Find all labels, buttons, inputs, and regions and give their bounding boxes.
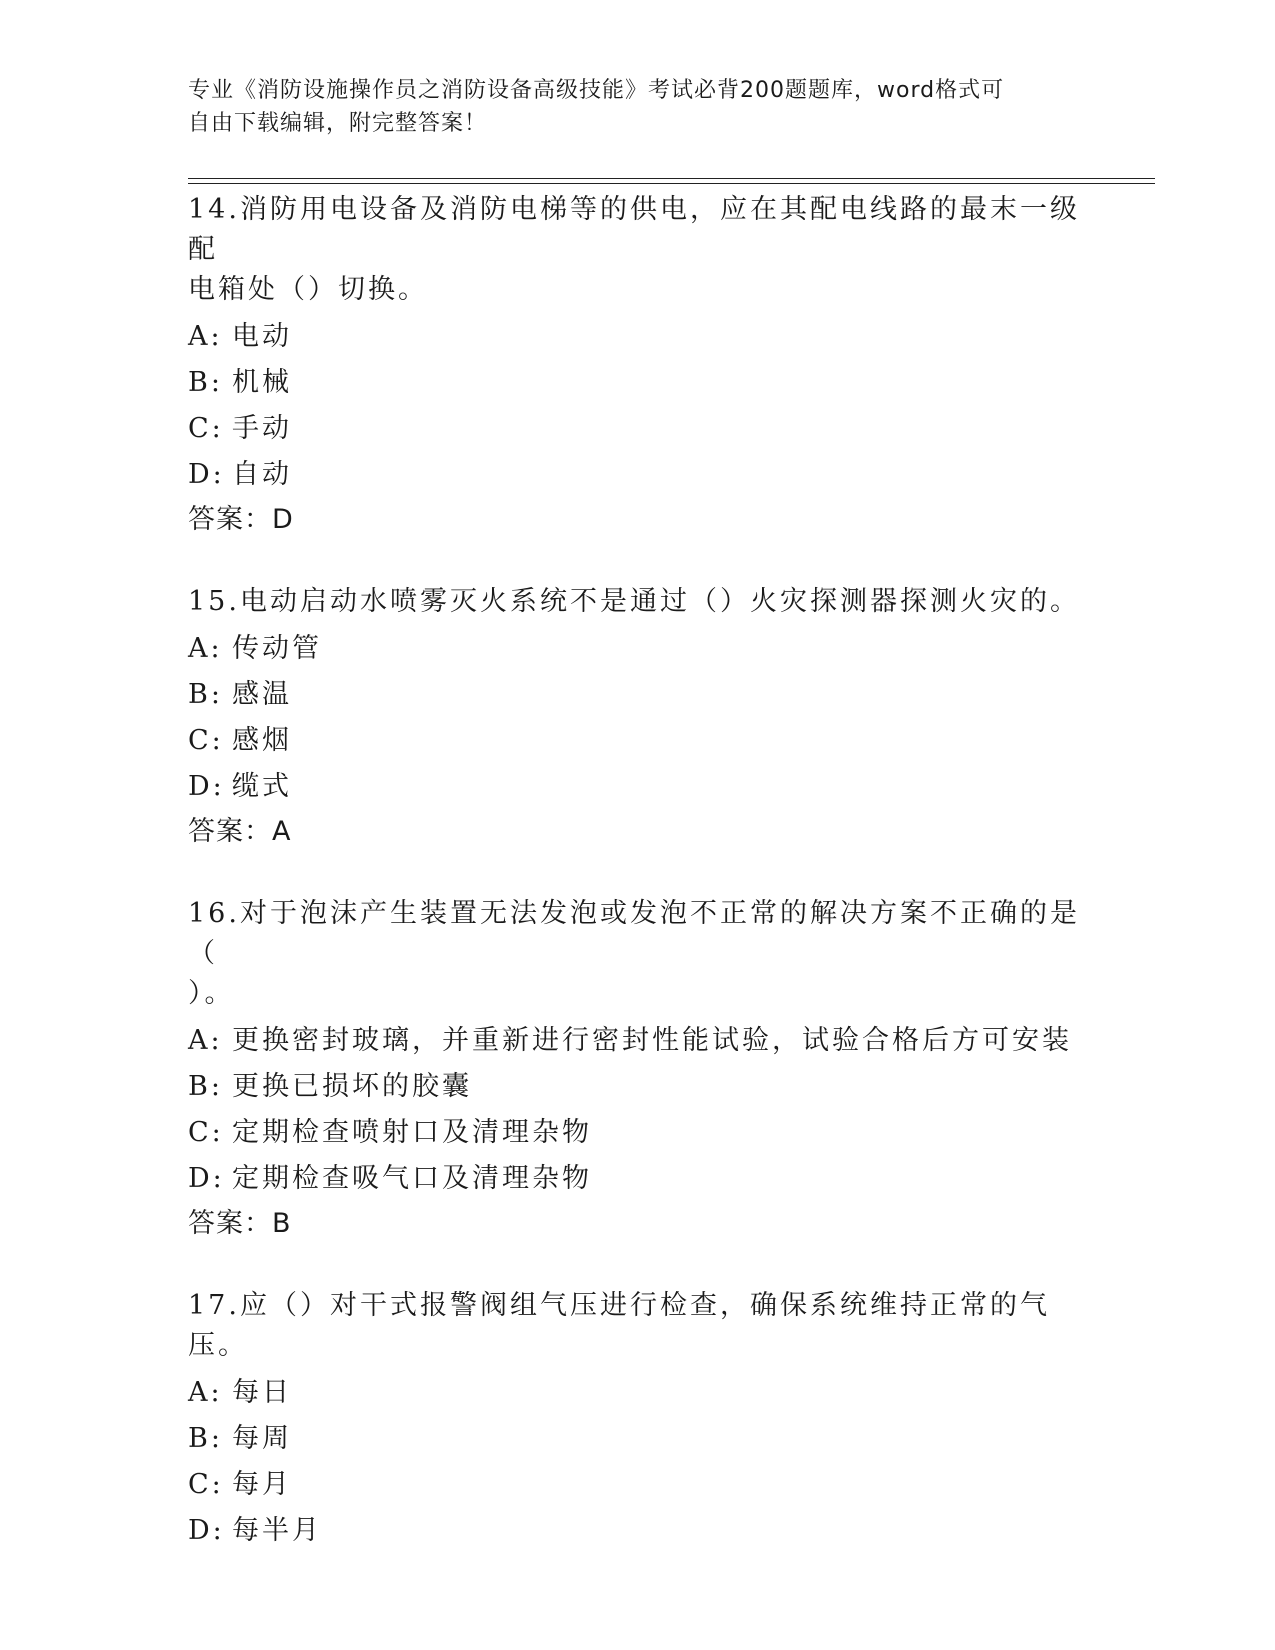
option-b [188,360,1088,406]
option-text: 每日 [232,1377,292,1408]
header-line-2: 自由下载编辑，附完整答案！ [188,111,488,136]
question-16 [188,894,1088,1246]
answer: 答案：A [188,816,292,847]
question-list [188,190,1088,1594]
question-stem-continued: 电箱处（）切换。 [188,274,428,305]
option-text: 每周 [232,1423,292,1454]
question-14 [188,190,1088,542]
option-key: A: [188,633,223,664]
option-key: A: [188,1025,223,1056]
option-text: 更换密封玻璃，并重新进行密封性能试验，试验合格后方可安装 [232,1025,1072,1056]
option-key: D: [188,1515,225,1546]
option-c [188,1110,1088,1156]
option-key: B: [188,1071,223,1102]
option-key: C: [188,1469,224,1500]
option-d [188,1156,1088,1202]
option-text: 定期检查喷射口及清理杂物 [232,1117,592,1148]
option-text: 每月 [232,1469,292,1500]
option-a [188,314,1088,360]
answer: 答案：D [188,504,294,535]
option-key: B: [188,679,223,710]
option-key: D: [188,771,225,802]
option-b [188,1064,1088,1110]
option-key: C: [188,725,224,756]
option-text: 机械 [232,367,292,398]
option-text: 传动管 [232,633,322,664]
option-c [188,1462,1088,1508]
question-17 [188,1286,1088,1554]
option-key: A: [188,1377,223,1408]
option-key: A: [188,321,223,352]
option-b [188,672,1088,718]
option-key: B: [188,367,223,398]
option-a [188,626,1088,672]
question-stem-continued: ）。 [188,978,235,1009]
option-text: 每半月 [232,1515,322,1546]
option-d [188,1508,1088,1554]
header-divider-bottom [188,183,1155,184]
header-line-1: 专业《消防设施操作员之消防设备高级技能》考试必背200题题库，word格式可 [188,78,1005,103]
question-stem: 15.电动启动水喷雾灭火系统不是通过（）火灾探测器探测火灾的。 [188,586,1080,617]
option-c [188,406,1088,452]
option-a [188,1370,1088,1416]
option-a [188,1018,1088,1064]
option-text: 电动 [232,321,292,352]
option-text: 更换已损坏的胶囊 [232,1071,472,1102]
header-divider-top [188,178,1155,179]
question-15 [188,582,1088,854]
option-key: C: [188,413,224,444]
option-text: 感温 [232,679,292,710]
option-text: 手动 [232,413,292,444]
question-stem: 16.对于泡沫产生装置无法发泡或发泡不正常的解决方案不正确的是（ [188,898,1080,969]
answer: 答案：B [188,1208,292,1239]
option-c [188,718,1088,764]
option-d [188,764,1088,810]
option-text: 感烟 [232,725,292,756]
option-d [188,452,1088,498]
option-b [188,1416,1088,1462]
question-stem: 14.消防用电设备及消防电梯等的供电，应在其配电线路的最末一级配 [188,194,1080,265]
option-key: D: [188,1163,225,1194]
option-text: 自动 [232,459,292,490]
option-key: B: [188,1423,223,1454]
option-text: 缆式 [232,771,292,802]
option-text: 定期检查吸气口及清理杂物 [232,1163,592,1194]
option-key: D: [188,459,225,490]
question-stem: 17.应（）对干式报警阀组气压进行检查，确保系统维持正常的气压。 [188,1290,1050,1361]
document-header [188,74,1088,140]
option-key: C: [188,1117,224,1148]
